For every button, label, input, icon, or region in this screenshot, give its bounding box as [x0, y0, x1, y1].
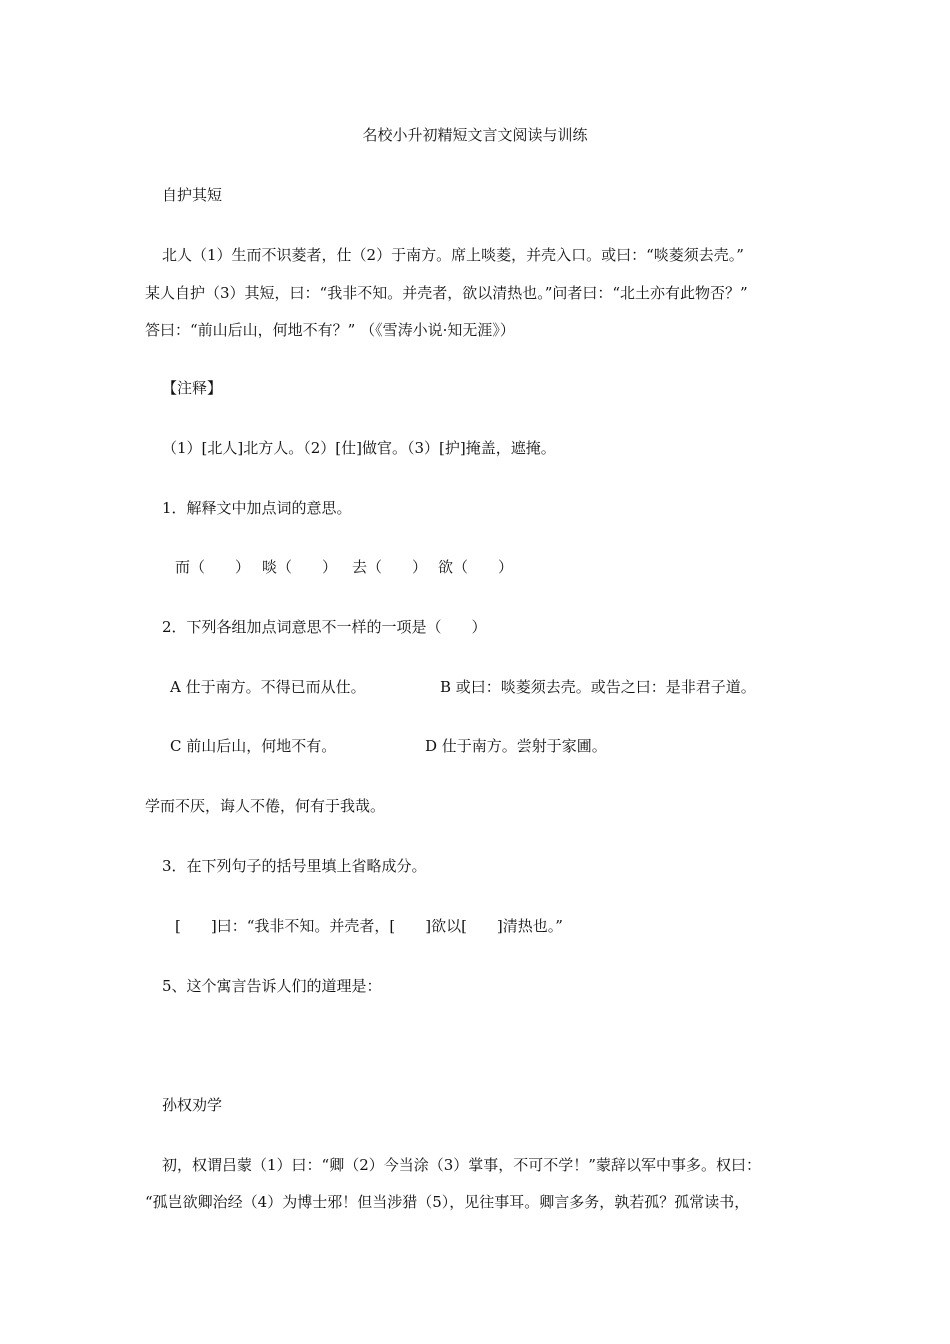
answer-blank: 欲（ ） [438, 558, 514, 576]
question-2: 2．下列各组加点词意思不一样的一项是（ ） [162, 618, 487, 636]
option-b: B 或曰：啖菱须去壳。或告之曰：是非君子道。 [440, 678, 756, 696]
answer-blank: 啖（ ） [262, 558, 338, 576]
section-heading: 自护其短 [162, 186, 223, 204]
notes-heading: 【注释】 [162, 379, 223, 397]
option-c: C 前山后山，何地不有。 [170, 737, 337, 755]
fill-in-sentence: [ ]曰：“我非不知。并壳者，[ ]欲以[ ]清热也。” [175, 917, 563, 935]
passage-line: 答曰：“前山后山，何地不有？” （《雪涛小说·知无涯》） [145, 321, 515, 339]
option-a: A 仕于南方。不得已而从仕。 [170, 678, 366, 696]
question-3: 3．在下列句子的括号里填上省略成分。 [162, 857, 427, 875]
passage-line: “孤岂欲卿治经（4）为博士邪！但当涉猎（5），见往事耳。卿言多务，孰若孤？孤常读书， [145, 1193, 750, 1211]
answer-blank: 去（ ） [352, 558, 428, 576]
answer-blank: 而（ ） [175, 558, 251, 576]
quote-line: 学而不厌，诲人不倦，何有于我哉。 [145, 797, 386, 815]
page-title: 名校小升初精短文言文阅读与训练 [362, 126, 588, 144]
passage-line: 初，权谓吕蒙（1）曰：“卿（2）今当涂（3）掌事，不可不学！”蒙辞以军中事多。权曰： [162, 1156, 761, 1174]
question-1: 1．解释文中加点词的意思。 [162, 499, 352, 517]
option-d: D 仕于南方。尝射于家圃。 [425, 737, 607, 755]
question-5: 5、这个寓言告诉人们的道理是： [162, 977, 382, 995]
section-heading: 孙权劝学 [162, 1096, 223, 1114]
passage-line: 北人（1）生而不识菱者，仕（2）于南方。席上啖菱，并壳入口。或曰：“啖菱须去壳。” [162, 246, 744, 264]
notes-text: （1）[北人]北方人。（2）[仕]做官。（3）[护]掩盖，遮掩。 [162, 439, 556, 457]
passage-line: 某人自护（3）其短，曰：“我非不知。并壳者，欲以清热也。”问者曰：“北土亦有此物否？” [145, 284, 748, 302]
